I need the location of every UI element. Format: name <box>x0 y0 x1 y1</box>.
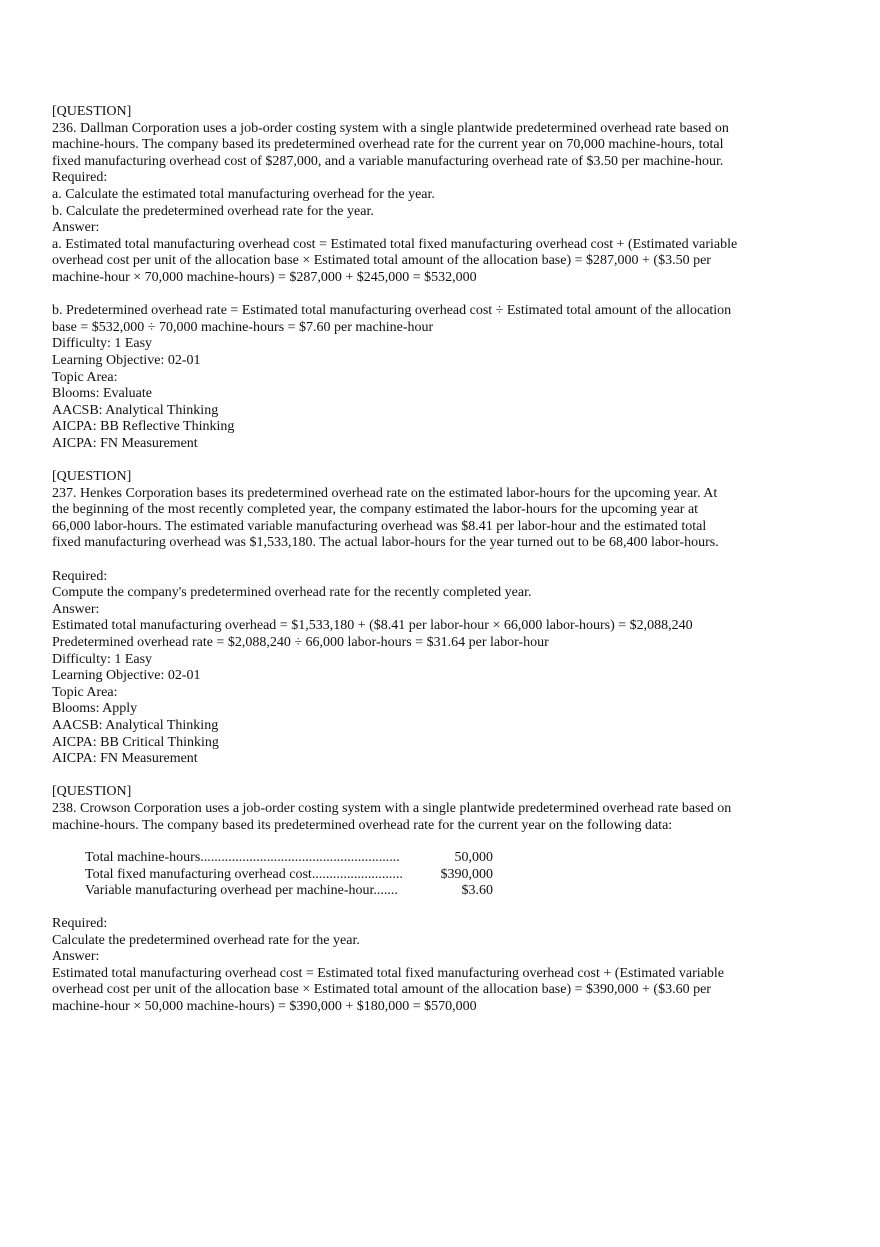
meta-aicpa: AICPA: FN Measurement <box>52 435 198 451</box>
question-text: 238. Crowson Corporation uses a job-order costing system with a single plantwide predetermined overhead rate based on <box>52 800 732 816</box>
answer-text: Estimated total manufacturing overhead = $1,533,180 + ($8.41 per labor-hour × 66,000 labor-hours) = $2,088,240 <box>52 618 693 634</box>
answer-text: a. Estimated total manufacturing overhead cost = Estimated total fixed manufacturing overhead cost + (Estimated variable <box>52 236 738 252</box>
answer-text: overhead cost per unit of the allocation base × Estimated total amount of the allocation base) = $287,000 + ($3.50 per <box>52 253 711 269</box>
meta-difficulty: Difficulty: 1 Easy <box>52 651 153 667</box>
table-row-label: Total fixed manufacturing overhead cost.......................... <box>85 866 403 882</box>
answer-text: base = $532,000 ÷ 70,000 machine-hours = $7.60 per machine-hour <box>52 319 434 335</box>
question-text: machine-hours. The company based its predetermined overhead rate for the current year on 70,000 machine-hours, total <box>52 137 724 153</box>
required-item: b. Calculate the predetermined overhead rate for the year. <box>52 203 374 219</box>
meta-learning-objective: Learning Objective: 02-01 <box>52 352 201 368</box>
question-tag: [QUESTION] <box>52 104 132 119</box>
table-row <box>85 883 772 900</box>
answer-text: overhead cost per unit of the allocation base × Estimated total amount of the allocation base) = $390,000 + ($3.60 per <box>52 982 711 998</box>
answer-label: Answer: <box>52 220 100 236</box>
blank-line <box>52 552 772 569</box>
meta-aacsb: AACSB: Analytical Thinking <box>52 402 219 418</box>
question-text: 237. Henkes Corporation bases its predetermined overhead rate on the estimated labor-hours for the upcoming year. At <box>52 485 718 501</box>
meta-aicpa: AICPA: BB Critical Thinking <box>52 734 219 750</box>
question-text: the beginning of the most recently completed year, the company estimated the labor-hours for the upcoming year at <box>52 502 699 518</box>
answer-text: Predetermined overhead rate = $2,088,240 ÷ 66,000 labor-hours = $31.64 per labor-hour <box>52 635 549 650</box>
meta-learning-objective: Learning Objective: 02-01 <box>52 668 201 684</box>
required-item: a. Calculate the estimated total manufacturing overhead for the year. <box>52 186 435 202</box>
answer-label: Answer: <box>52 949 100 965</box>
blank-line <box>52 768 772 785</box>
question-236 <box>52 104 772 452</box>
meta-topic-area: Topic Area: <box>52 684 118 700</box>
answer-text: machine-hour × 50,000 machine-hours) = $390,000 + $180,000 = $570,000 <box>52 998 477 1014</box>
document-page <box>52 104 772 1015</box>
table-row-label: Total machine-hours......................................................... <box>85 850 400 866</box>
meta-aicpa: AICPA: FN Measurement <box>52 751 198 767</box>
table-row-value: $390,000 <box>440 866 493 882</box>
question-238 <box>52 784 772 1015</box>
table-row-value: $3.60 <box>461 883 493 899</box>
question-237 <box>52 469 772 768</box>
question-text: 236. Dallman Corporation uses a job-order costing system with a single plantwide predetermined overhead rate based on <box>52 120 729 136</box>
table-row <box>85 867 772 884</box>
answer-text: b. Predetermined overhead rate = Estimated total manufacturing overhead cost ÷ Estimated total amount of the allocation <box>52 303 732 319</box>
meta-blooms: Blooms: Evaluate <box>52 386 152 402</box>
question-tag: [QUESTION] <box>52 469 132 485</box>
answer-label: Answer: <box>52 601 100 617</box>
blank-line <box>52 452 772 469</box>
question-text: 66,000 labor-hours. The estimated variable manufacturing overhead was $8.41 per labor-hour and the estimated total <box>52 518 707 534</box>
blank-line <box>52 287 772 304</box>
question-text: fixed manufacturing overhead cost of $287,000, and a variable manufacturing overhead rate of $3.50 per machine-hour. <box>52 153 724 169</box>
required-label: Required: <box>52 170 108 186</box>
question-tag: [QUESTION] <box>52 784 132 800</box>
meta-blooms: Blooms: Apply <box>52 701 138 717</box>
table-row-label: Variable manufacturing overhead per machine-hour....... <box>85 883 398 899</box>
meta-aacsb: AACSB: Analytical Thinking <box>52 717 219 733</box>
table-row-value: 50,000 <box>454 850 493 866</box>
required-item: Compute the company's predetermined overhead rate for the recently completed year. <box>52 585 532 601</box>
required-label: Required: <box>52 915 108 931</box>
question-text: machine-hours. The company based its predetermined overhead rate for the current year on the following data: <box>52 817 673 833</box>
answer-text: machine-hour × 70,000 machine-hours) = $287,000 + $245,000 = $532,000 <box>52 269 477 285</box>
question-text: fixed manufacturing overhead was $1,533,180. The actual labor-hours for the year turned out to be 68,400 labor-hours. <box>52 535 719 551</box>
table-row <box>85 850 772 867</box>
meta-topic-area: Topic Area: <box>52 369 118 385</box>
required-label: Required: <box>52 568 108 584</box>
meta-aicpa: AICPA: BB Reflective Thinking <box>52 419 235 435</box>
required-item: Calculate the predetermined overhead rate for the year. <box>52 932 360 948</box>
meta-difficulty: Difficulty: 1 Easy <box>52 336 153 352</box>
answer-text: Estimated total manufacturing overhead cost = Estimated total fixed manufacturing overhead cost + (Estimated variable <box>52 965 725 981</box>
data-table <box>85 850 772 900</box>
